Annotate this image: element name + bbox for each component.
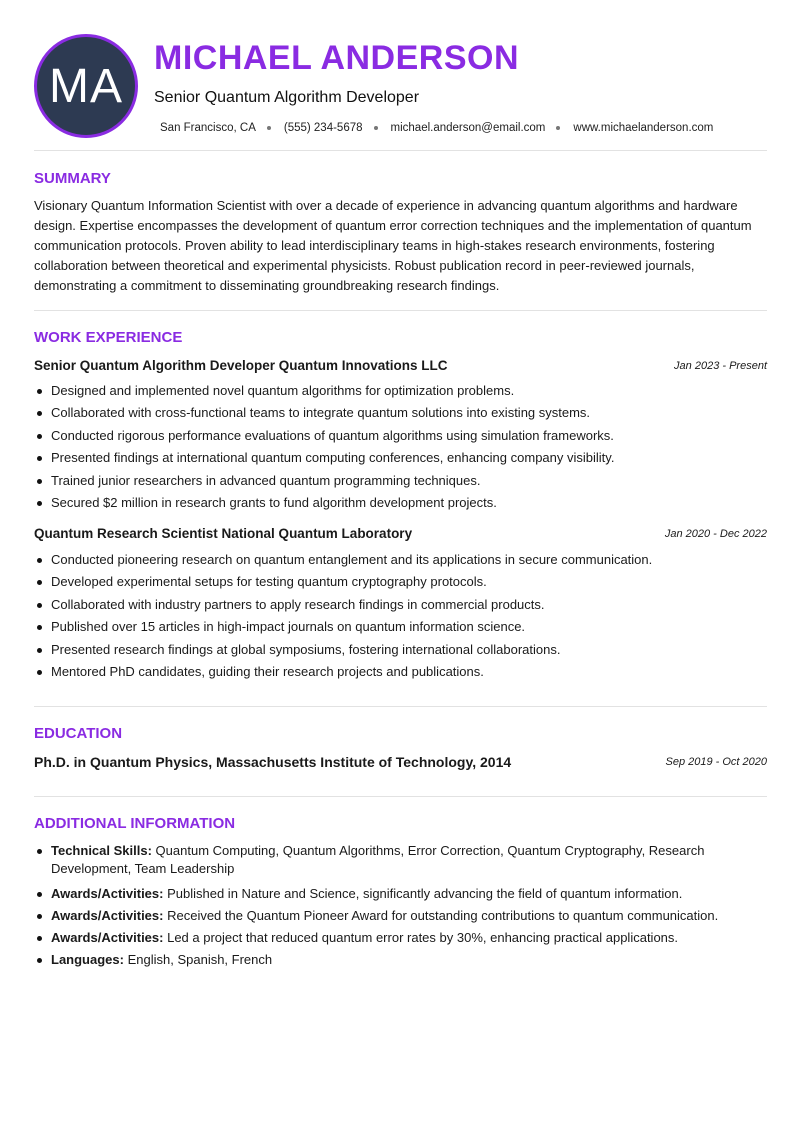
education-heading: EDUCATION <box>34 725 123 742</box>
list-item: Presented findings at international quantum computing conferences, enhancing company visibility. <box>34 447 767 469</box>
list-item: Presented research findings at global symposiums, fostering international collaborations. <box>34 639 767 661</box>
candidate-role: Senior Quantum Algorithm Developer <box>154 89 420 106</box>
avatar-initials: MA <box>49 59 123 113</box>
job-bullets <box>34 380 767 514</box>
contact-phone: (555) 234-5678 <box>283 122 363 134</box>
list-item <box>34 885 767 903</box>
job-date: Jan 2023 - Present <box>674 360 767 372</box>
job-title: Quantum Research Scientist National Quantum Laboratory <box>34 526 413 541</box>
list-item: Conducted rigorous performance evaluations of quantum algorithms using simulation frameworks. <box>34 425 767 447</box>
list-item: Conducted pioneering research on quantum entanglement and its applications in secure communication. <box>34 549 767 571</box>
item-label: Awards/Activities: <box>51 930 164 945</box>
summary-text: Visionary Quantum Information Scientist with over a decade of experience in advancing quantum algorithms and hardware design. Expertise encompasses the development of quantum error correction techniques and the implementation of quantum communication protocols. Proven ability to lead interdisciplinary teams in high-stakes research environments, fostering collaboration between theoretical and experimental physicists. Robust publication record in peer-reviewed journals, demonstrating a commitment to disseminating groundbreaking research findings. <box>34 198 752 293</box>
job-title: Senior Quantum Algorithm Developer Quantum Innovations LLC <box>34 358 448 373</box>
additional-heading: ADDITIONAL INFORMATION <box>34 815 236 832</box>
contact-line <box>160 120 713 136</box>
list-item: Collaborated with industry partners to apply research findings in commercial products. <box>34 594 767 616</box>
job-date: Jan 2020 - Dec 2022 <box>664 528 767 540</box>
list-item: Published over 15 articles in high-impact journals on quantum information science. <box>34 616 767 638</box>
contact-location: San Francisco, CA <box>160 122 256 134</box>
avatar <box>34 34 138 138</box>
item-label: Awards/Activities: <box>51 886 164 901</box>
list-item: Mentored PhD candidates, guiding their research projects and publications. <box>34 661 767 683</box>
list-item: Collaborated with cross-functional teams to integrate quantum solutions into existing systems. <box>34 402 767 424</box>
item-text: English, Spanish, French <box>127 952 273 967</box>
list-item <box>34 907 767 925</box>
divider <box>34 706 767 707</box>
item-text: Published in Nature and Science, significantly advancing the field of quantum information. <box>167 886 683 901</box>
job-bullets <box>34 549 767 683</box>
education-entry <box>34 752 767 772</box>
list-item: Developed experimental setups for testing quantum cryptography protocols. <box>34 571 767 593</box>
separator-dot <box>374 126 378 130</box>
separator-dot <box>556 126 560 130</box>
degree-title: Ph.D. in Quantum Physics, Massachusetts Institute of Technology, 2014 <box>34 754 512 770</box>
item-label: Technical Skills: <box>51 843 152 858</box>
candidate-name: MICHAEL ANDERSON <box>154 39 520 77</box>
item-text: Received the Quantum Pioneer Award for outstanding contributions to quantum communication. <box>167 908 719 923</box>
item-label: Awards/Activities: <box>51 908 164 923</box>
separator-dot <box>267 126 271 130</box>
contact-website[interactable]: www.michaelanderson.com <box>573 122 714 134</box>
additional-list <box>34 842 767 973</box>
list-item: Trained junior researchers in advanced quantum programming techniques. <box>34 470 767 492</box>
job-header <box>34 356 767 376</box>
list-item <box>34 929 767 947</box>
contact-email[interactable]: michael.anderson@email.com <box>390 122 546 134</box>
list-item <box>34 842 767 878</box>
summary-heading: SUMMARY <box>34 170 111 187</box>
list-item: Designed and implemented novel quantum algorithms for optimization problems. <box>34 380 767 402</box>
resume-header <box>34 34 767 138</box>
job-header <box>34 524 767 544</box>
list-item <box>34 951 767 969</box>
experience-heading: WORK EXPERIENCE <box>34 329 183 346</box>
education-date: Sep 2019 - Oct 2020 <box>665 756 767 768</box>
divider <box>34 310 767 311</box>
divider <box>34 796 767 797</box>
divider <box>34 150 767 151</box>
item-label: Languages: <box>51 952 124 967</box>
item-text: Quantum Computing, Quantum Algorithms, Error Correction, Quantum Cryptography, Research Development, Team Leadership <box>51 843 705 876</box>
list-item: Secured $2 million in research grants to fund algorithm development projects. <box>34 492 767 514</box>
item-text: Led a project that reduced quantum error rates by 30%, enhancing practical applications. <box>167 930 679 945</box>
